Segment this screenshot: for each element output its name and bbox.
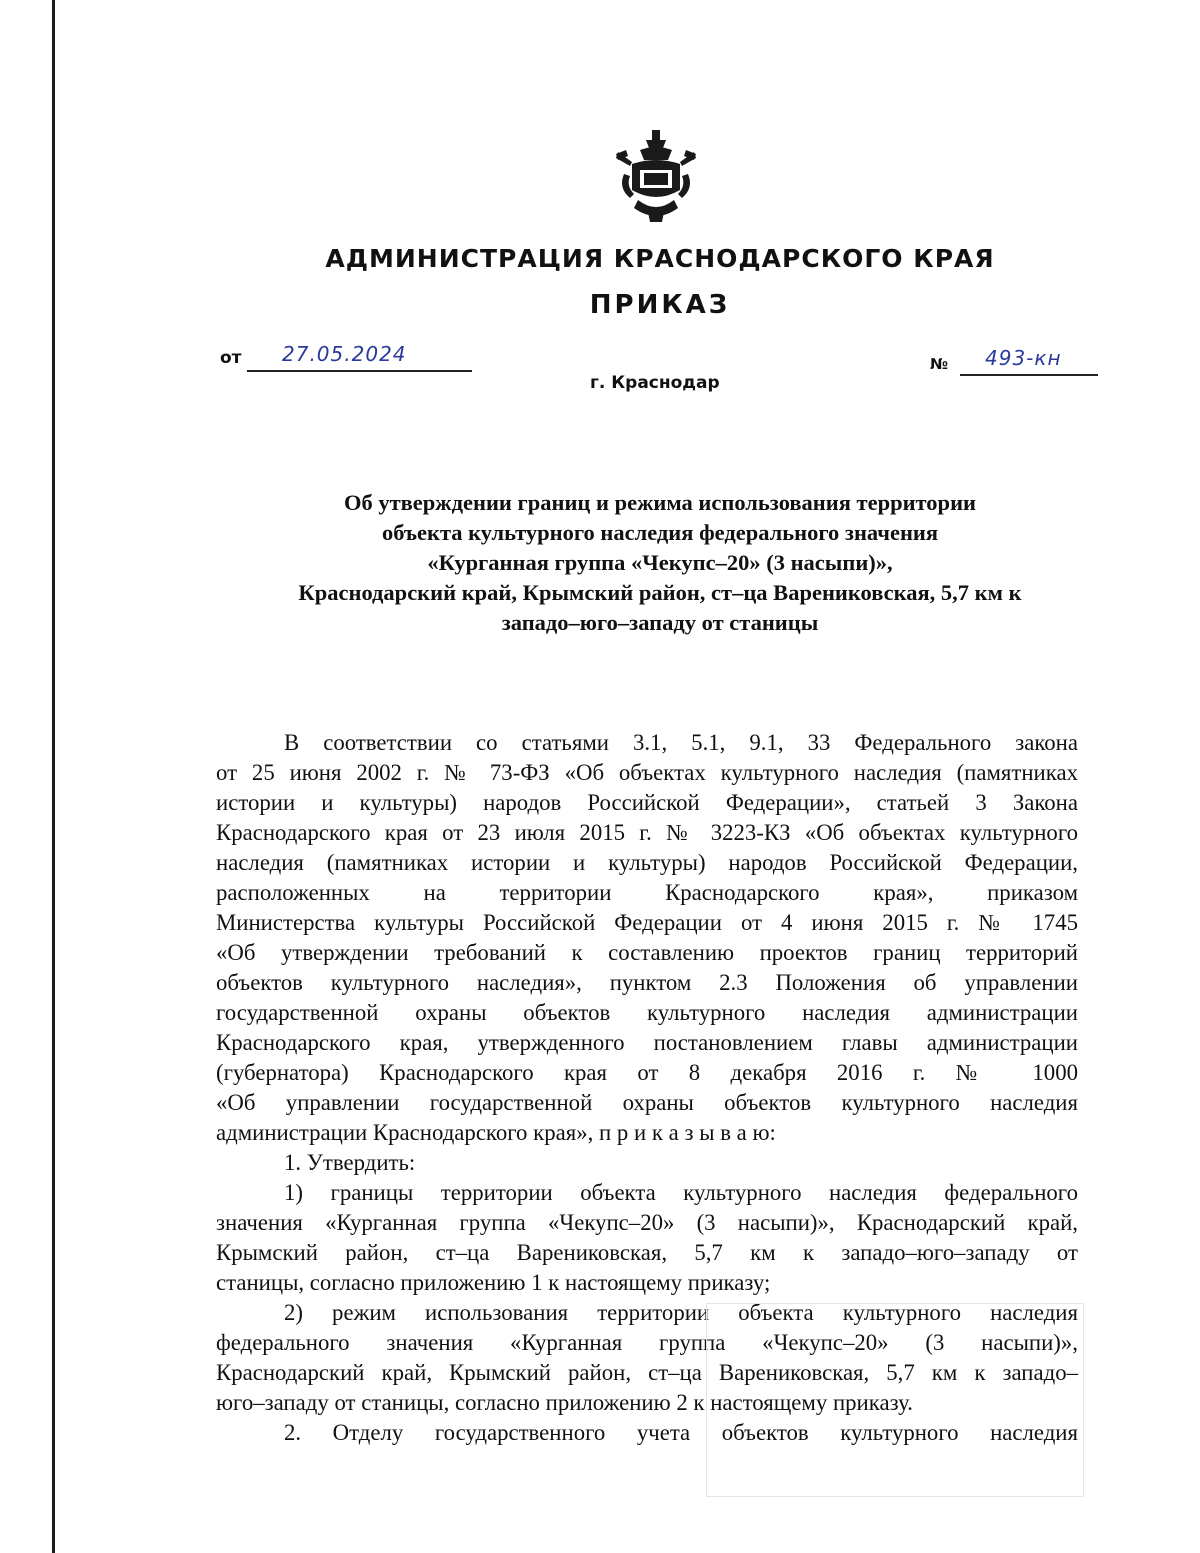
body-line: «Об управлении государственной охраны объектов культурного наследия xyxy=(216,1090,1078,1115)
number-underline xyxy=(960,374,1098,376)
body-line: федерального значения «Курганная группа «Чекупс–20» (3 насыпи)», xyxy=(216,1330,1078,1355)
body-line: значения «Курганная группа «Чекупс–20» (3 насыпи)», Краснодарский край, xyxy=(216,1210,1078,1235)
document-type: ПРИКАЗ xyxy=(589,290,731,320)
issuing-authority: АДМИНИСТРАЦИЯ КРАСНОДАРСКОГО КРАЯ xyxy=(325,244,995,273)
body-line: Краснодарский край, Крымский район, ст–ца Варениковская, 5,7 км к западо– xyxy=(216,1360,1078,1385)
body-line: юго–западу от станицы, согласно приложению 2 к настоящему приказу. xyxy=(216,1390,913,1415)
subject-line: западо–юго–западу от станицы xyxy=(501,610,819,635)
body-line: В соответствии со статьями 3.1, 5.1, 9.1, 33 Федерального закона xyxy=(284,730,1078,755)
body-line: администрации Краснодарского края», п р и к а з ы в а ю: xyxy=(216,1120,776,1145)
handwritten-date: 27.05.2024 xyxy=(282,342,407,366)
faint-stamp-watermark xyxy=(706,1303,1084,1497)
subject-line: «Курганная группа «Чекупс–20» (3 насыпи)», xyxy=(427,550,893,575)
issue-city: г. Краснодар xyxy=(590,373,720,393)
body-line: Краснодарского края, утвержденного постановлением главы администрации xyxy=(216,1030,1078,1055)
subject-line: Об утверждении границ и режима использования территории xyxy=(343,490,977,515)
body-line: 1) границы территории объекта культурного наследия федерального xyxy=(284,1180,1078,1205)
body-line: истории и культуры) народов Российской Федерации», статьей 3 Закона xyxy=(216,790,1078,815)
order-subject xyxy=(200,488,1120,638)
body-line: 1. Утвердить: xyxy=(284,1150,416,1175)
number-label: № xyxy=(930,355,949,373)
coat-of-arms-icon xyxy=(610,128,702,224)
body-line: 2) режим использования территории объекта культурного наследия xyxy=(284,1300,1078,1325)
body-line: Краснодарского края от 23 июля 2015 г. № 3223-КЗ «Об объектах культурного xyxy=(216,820,1078,845)
body-line: наследия (памятниках истории и культуры) народов Российской Федерации, xyxy=(216,850,1078,875)
handwritten-number: 493-кн xyxy=(985,346,1062,370)
body-line: станицы, согласно приложению 1 к настоящему приказу; xyxy=(216,1270,771,1295)
date-label: от xyxy=(220,348,242,368)
body-line: государственной охраны объектов культурного наследия администрации xyxy=(216,1000,1078,1025)
body-line: от 25 июня 2002 г. № 73-ФЗ «Об объектах культурного наследия (памятниках xyxy=(216,760,1078,785)
body-line: расположенных на территории Краснодарского края», приказом xyxy=(216,880,1078,905)
body-line: Крымский район, ст–ца Варениковская, 5,7 км к западо–юго–западу от xyxy=(216,1240,1078,1265)
subject-line: объекта культурного наследия федерального значения xyxy=(381,520,939,545)
body-line: Министерства культуры Российской Федерации от 4 июня 2015 г. № 1745 xyxy=(216,910,1078,935)
body-line: 2. Отделу государственного учета объектов культурного наследия xyxy=(284,1420,1078,1445)
body-line: (губернатора) Краснодарского края от 8 декабря 2016 г. № 1000 xyxy=(216,1060,1078,1085)
subject-line: Краснодарский край, Крымский район, ст–ца Варениковская, 5,7 км к xyxy=(298,580,1022,605)
body-line: объектов культурного наследия», пунктом 2.3 Положения об управлении xyxy=(216,970,1078,995)
scan-edge-line xyxy=(52,0,55,1553)
date-underline xyxy=(247,370,472,372)
body-line: «Об утверждении требований к составлению проектов границ территорий xyxy=(216,940,1078,965)
